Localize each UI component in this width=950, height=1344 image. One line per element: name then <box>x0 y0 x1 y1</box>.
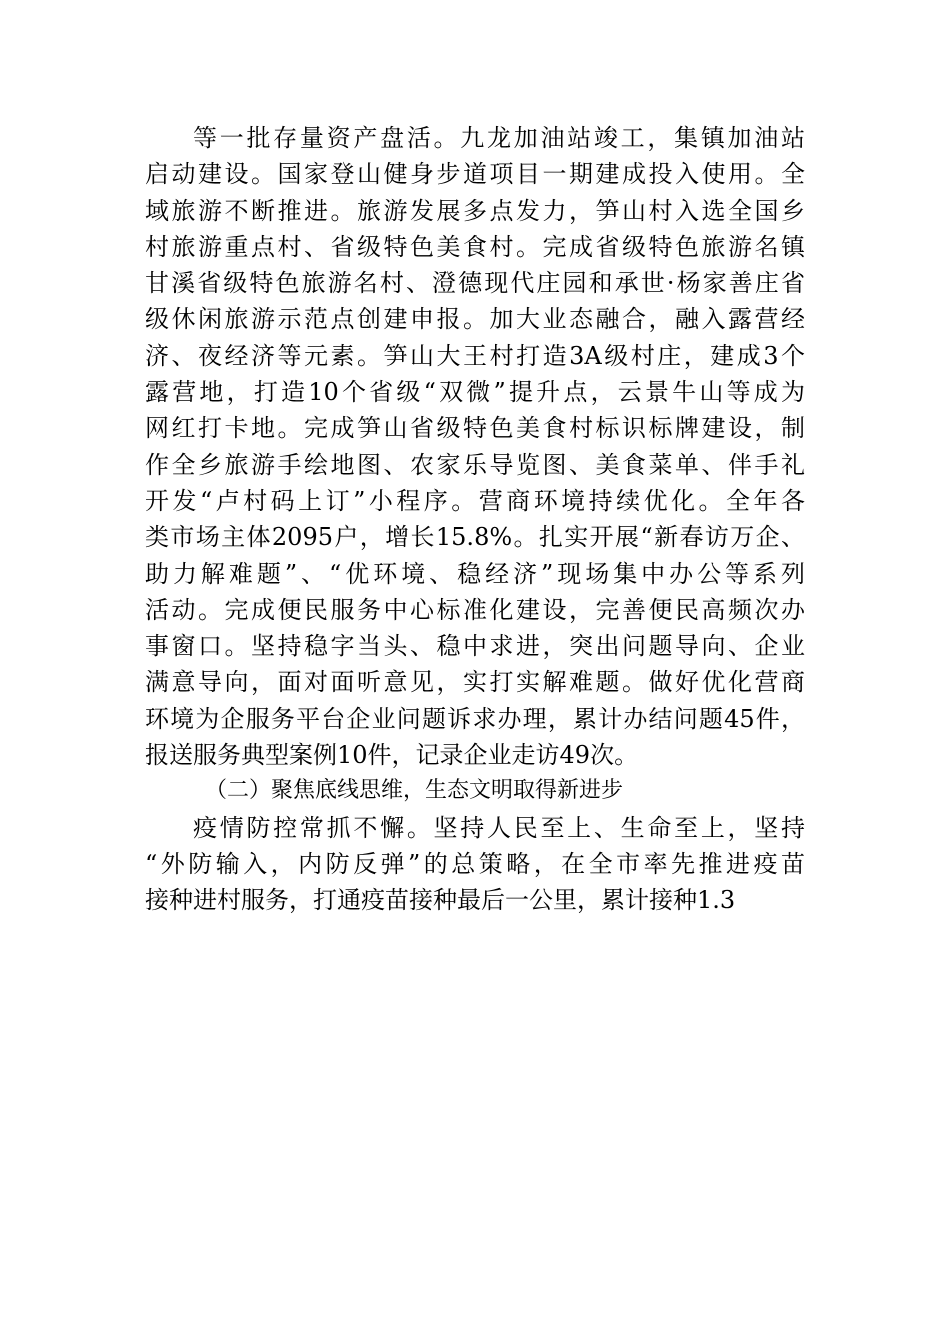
text-line: “外防输入，内防反弹”的总策略，在全市率先推进疫苗 <box>145 849 805 878</box>
text-line: 济、夜经济等元素。笋山大王村打造3A级村庄，建成3个 <box>145 341 805 370</box>
text-line: 级休闲旅游示范点创建申报。加大业态融合，融入露营经 <box>145 305 805 334</box>
text-line: 环境为企服务平台企业问题诉求办理，累计办结问题45件， <box>145 704 805 733</box>
text-line: 作全乡旅游手绘地图、农家乐导览图、美食菜单、伴手礼 <box>145 450 805 479</box>
section-heading: （二）聚焦底线思维，生态文明取得新进步 <box>205 778 624 804</box>
text-line: 疫情防控常抓不懈。坚持人民至上、生命至上，坚持 <box>193 813 805 842</box>
text-line: 类市场主体2095户，增长15.8%。扎实开展“新春访万企、 <box>145 523 805 552</box>
text-line: 网红打卡地。完成笋山省级特色美食村标识标牌建设，制 <box>145 414 805 443</box>
text-line: 启动建设。国家登山健身步道项目一期建成投入使用。全 <box>145 160 805 189</box>
text-line: 活动。完成便民服务中心标准化建设，完善便民高频次办 <box>145 595 805 624</box>
text-line: 等一批存量资产盘活。九龙加油站竣工，集镇加油站 <box>193 124 805 152</box>
text-line: 接种进村服务，打通疫苗接种最后一公里，累计接种1.3 <box>145 886 736 915</box>
text-line: 村旅游重点村、省级特色美食村。完成省级特色旅游名镇 <box>145 232 805 261</box>
text-line: 露营地，打造10个省级“双微”提升点，云景牛山等成为 <box>145 378 805 407</box>
text-line: 域旅游不断推进。旅游发展多点发力，笋山村入选全国乡 <box>145 196 805 225</box>
body-text <box>145 120 805 919</box>
text-line: 事窗口。坚持稳字当头、稳中求进，突出问题导向、企业 <box>145 632 805 661</box>
text-line: 满意导向，面对面听意见，实打实解难题。做好优化营商 <box>145 668 805 697</box>
text-line: 报送服务典型案例10件，记录企业走访49次。 <box>145 741 639 770</box>
text-line: 甘溪省级特色旅游名村、澄德现代庄园和承世·杨家善庄省 <box>145 269 805 298</box>
text-line: 开发“卢村码上订”小程序。营商环境持续优化。全年各 <box>145 486 805 515</box>
text-line: 助力解难题”、“优环境、稳经济”现场集中办公等系列 <box>145 559 805 588</box>
